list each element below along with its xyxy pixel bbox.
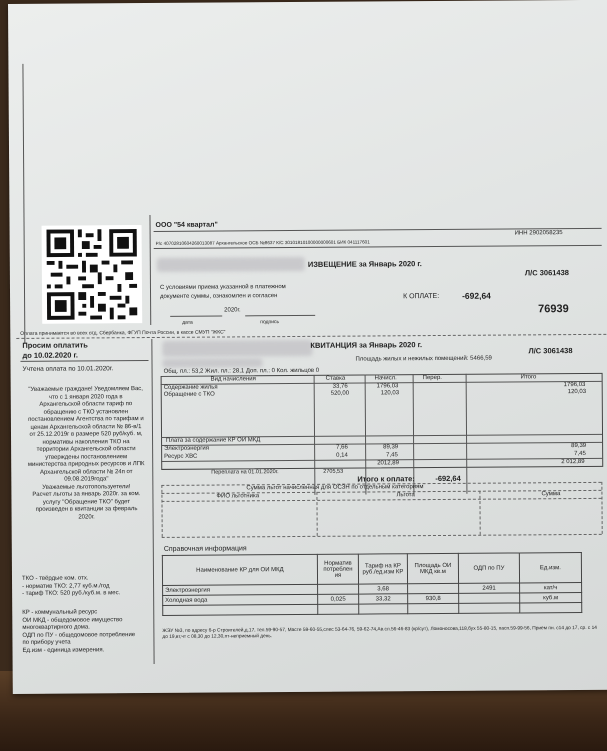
kr-total: 7,45 xyxy=(574,450,586,458)
lgot-title: Сумма льгот начисленная для ОСЗН по отдельным категориям xyxy=(246,484,424,492)
itog-value: -692,64 xyxy=(435,473,461,484)
row-total: 1796,03 xyxy=(563,381,586,389)
header-total: Итого xyxy=(520,374,537,381)
notice-title: ИЗВЕЩЕНИЕ за Январь 2020 г. xyxy=(307,259,422,269)
lgot-fio: ФИО льготника xyxy=(216,493,260,500)
kr-legend xyxy=(22,609,152,655)
sign-label: подпись xyxy=(260,319,280,326)
header-recalc: Перер. xyxy=(422,374,442,382)
redacted-line xyxy=(162,358,262,368)
info-line: нормативы накопления ТКО на xyxy=(42,438,130,446)
row-rate: 33,76 xyxy=(332,383,348,390)
row-total: 120,03 xyxy=(567,388,587,396)
ref-empty xyxy=(163,604,318,615)
subtotal: 2012,89 xyxy=(377,460,399,467)
ref-header-unit: Ед.изм. xyxy=(519,553,581,583)
reference-title: Справочная информация xyxy=(163,545,247,553)
kr-line: по прибору учета xyxy=(22,639,71,646)
header-rate: Ставка xyxy=(325,375,346,382)
qr-code-icon xyxy=(42,225,143,324)
ask-pay: Просим оплатить xyxy=(22,340,88,350)
info-notice xyxy=(23,386,150,522)
footer-note: Оплата принимается во всех отд. Сбербанка, ФГУП Почта России, в кассе СМУП "ЖКС" xyxy=(20,329,226,337)
tko-line: - норматив ТКО: 2,77 куб.м./год xyxy=(22,582,110,590)
dash-col xyxy=(316,492,317,536)
kr-total: 89,39 xyxy=(571,442,587,450)
info-line: министерства природных ресурсов и ЛПК xyxy=(27,461,145,468)
agree-line-1: С условиями приема указанной в платежном xyxy=(159,284,286,291)
kr-line: Ед.изм - единица измерения. xyxy=(22,646,105,654)
apartment-params: Общ. пл.: 53,2 Жил. пл.: 28,1 Доп. пл.: 0 Кол. жильцов 0 xyxy=(163,367,320,375)
dash-rule xyxy=(162,534,602,538)
info-line: Архангельской области тариф по xyxy=(39,401,133,408)
lgot-sum: Сумма xyxy=(541,491,561,498)
kr-line: ОДП по ПУ - общедомовое потребление xyxy=(22,631,136,639)
row-charged: 1796,03 xyxy=(376,383,399,390)
ref-norm xyxy=(318,584,359,594)
agree-line-2: документе суммы, ознакомлен и согласен xyxy=(160,293,278,300)
org-name: ООО "54 квартал" xyxy=(155,221,218,229)
redacted-address xyxy=(162,340,312,357)
dash-col xyxy=(601,482,602,534)
tko-line: ТКО - твёрдые ком. отх. xyxy=(21,575,89,582)
payment-code: 76939 xyxy=(538,303,569,316)
kr-kind: Ресурс ХВС xyxy=(164,453,198,460)
row-charged: 120,03 xyxy=(380,390,400,397)
bottom-note: ЖЭУ №3, по адресу б-р Строителей,д.17, тел.59-90-57, Масте 59-60-55,слес 53-64-76, 59-62-74,Ав.сл.56-46-83 (кр/сут), Ломоносова,118,бух 55-80-15, пасп.59-99-56, Прием пн. с14 до 17, ср. с 14 до 19,вт,чт с 08,30 до 12,30,пт-неприемный день. xyxy=(162,625,597,640)
info-line: 09.08.2019года" xyxy=(64,476,109,483)
sign-line xyxy=(245,315,315,316)
ref-empty xyxy=(520,603,582,613)
info-line: Архангельской области № 24п от xyxy=(39,468,133,476)
ref-area: 930,8 xyxy=(408,593,459,603)
accounted-payment: Учтена оплата по 10.01.2020г. xyxy=(22,365,114,373)
receipt-title: КВИТАНЦИЯ за Январь 2020 г. xyxy=(310,340,423,350)
row-kind: Обращение с ТКО xyxy=(163,391,215,398)
bank-details: Р/с 40702810604260013087 Архангельское ОСБ №8637 К/С 30101810100000000601 БИК 041117601 xyxy=(155,239,370,246)
dash-col xyxy=(479,491,480,535)
ref-empty xyxy=(359,604,408,614)
ref-unit: кат/ч xyxy=(520,583,582,593)
ref-empty xyxy=(408,603,459,613)
notice-ls: Л/С 3061438 xyxy=(524,268,569,278)
reference-table xyxy=(162,552,582,616)
ref-header-area: Площадь ОИ МКД кв.м xyxy=(407,553,458,583)
ref-header-odp: ОДП по ПУ xyxy=(458,553,519,583)
info-line: "Уважаемые граждане! Уведомляем Вас, xyxy=(28,386,143,393)
ref-empty xyxy=(459,603,520,613)
kr-charged: 89,39 xyxy=(383,444,399,451)
ref-odp: 2491 xyxy=(459,583,520,593)
redacted-name xyxy=(157,257,305,272)
ref-tariff: 3,68 xyxy=(359,584,408,594)
notice-separator xyxy=(149,215,151,325)
info-line: территории Архангельской области xyxy=(36,446,136,453)
kr-line: КР - коммунальный ресурс xyxy=(22,609,98,616)
kr-line: многоквартирного дома. xyxy=(22,624,90,631)
info-line: ценам Архангельской области № 86-в/1 xyxy=(30,423,142,431)
info-line: произведен в квитанции за февраль xyxy=(35,506,138,513)
kr-kind: Электроэнергия xyxy=(164,445,210,452)
ref-odp xyxy=(459,593,520,603)
payment-document xyxy=(8,0,607,694)
info-line: 2020г. xyxy=(78,513,95,521)
ref-area xyxy=(408,583,459,593)
left-margin-line xyxy=(22,64,25,344)
info-line: постановлением Агентства по тарифам и xyxy=(28,416,144,423)
info-line: от 25.12.2019г в размере 520 руб/куб. м, xyxy=(29,431,143,438)
kr-rate: 7,66 xyxy=(336,444,348,451)
lgot-name: Льгота xyxy=(396,492,415,499)
to-pay-label: К ОПЛАТЕ: xyxy=(403,292,440,301)
ref-tariff: 33,32 xyxy=(359,594,408,604)
info-line: обращению с ТКО установлен xyxy=(43,408,129,416)
ref-norm: 0,025 xyxy=(318,594,359,604)
due-date: до 10.02.2020 г. xyxy=(22,350,78,360)
kr-line: ОИ МКД - общедомовое имущество xyxy=(22,616,123,624)
header-charged: Начисл. xyxy=(374,375,397,382)
receipt-ls: Л/С 3061438 xyxy=(528,346,573,356)
overpaid-value: 2705,53 xyxy=(323,468,344,475)
itog-label: Итого к оплате: xyxy=(357,474,415,484)
ref-name: Холодная вода xyxy=(163,594,318,605)
ref-empty xyxy=(318,604,359,614)
ref-unit: куб.м xyxy=(520,593,582,603)
row-rate: 520,00 xyxy=(330,390,350,397)
rule xyxy=(20,360,148,362)
tko-legend xyxy=(22,575,152,598)
info-line: Расчет льготы за январь 2020г. за ком. xyxy=(32,491,141,498)
tko-line: - тариф ТКО: 520 руб./куб.м. в мес. xyxy=(22,590,121,597)
org-inn: ИНН 2902058235 xyxy=(514,230,563,237)
ref-header-name: Наименование КР для ОИ МКД xyxy=(162,554,317,585)
info-line: Уважаемые льготопользуетели! xyxy=(42,483,131,491)
ref-name: Электроэнергия xyxy=(163,584,318,595)
area-label: Площадь жилых и нежилых помещений: 5466,59 xyxy=(355,355,492,363)
header-kind: Вид начисления xyxy=(210,376,256,383)
kr-rate: 0,14 xyxy=(336,452,348,459)
info-line: услугу "Обращение ТКО" будет xyxy=(42,498,131,506)
overpaid-label: Переплата на 01.01.2020г. xyxy=(211,469,279,476)
subtotal-total: 2 012,89 xyxy=(561,458,585,466)
date-line xyxy=(170,316,222,317)
year: 2020г. xyxy=(224,307,241,314)
kr-title: Плата за содержание КР ОИ МКД xyxy=(166,437,261,444)
info-line: что с 1 января 2020 года в xyxy=(48,393,123,401)
kr-charged: 7,45 xyxy=(386,452,398,459)
row-kind: Содержание жилья xyxy=(163,384,218,391)
to-pay-value: -692,64 xyxy=(462,290,491,301)
ref-header-tariff: Тариф на КР руб./ед.изм КР xyxy=(358,554,407,584)
date-label: дата xyxy=(182,319,193,326)
info-line: утверждены постановлением xyxy=(45,453,128,461)
ref-header-norm: Норматив потреблен ия xyxy=(317,554,358,584)
